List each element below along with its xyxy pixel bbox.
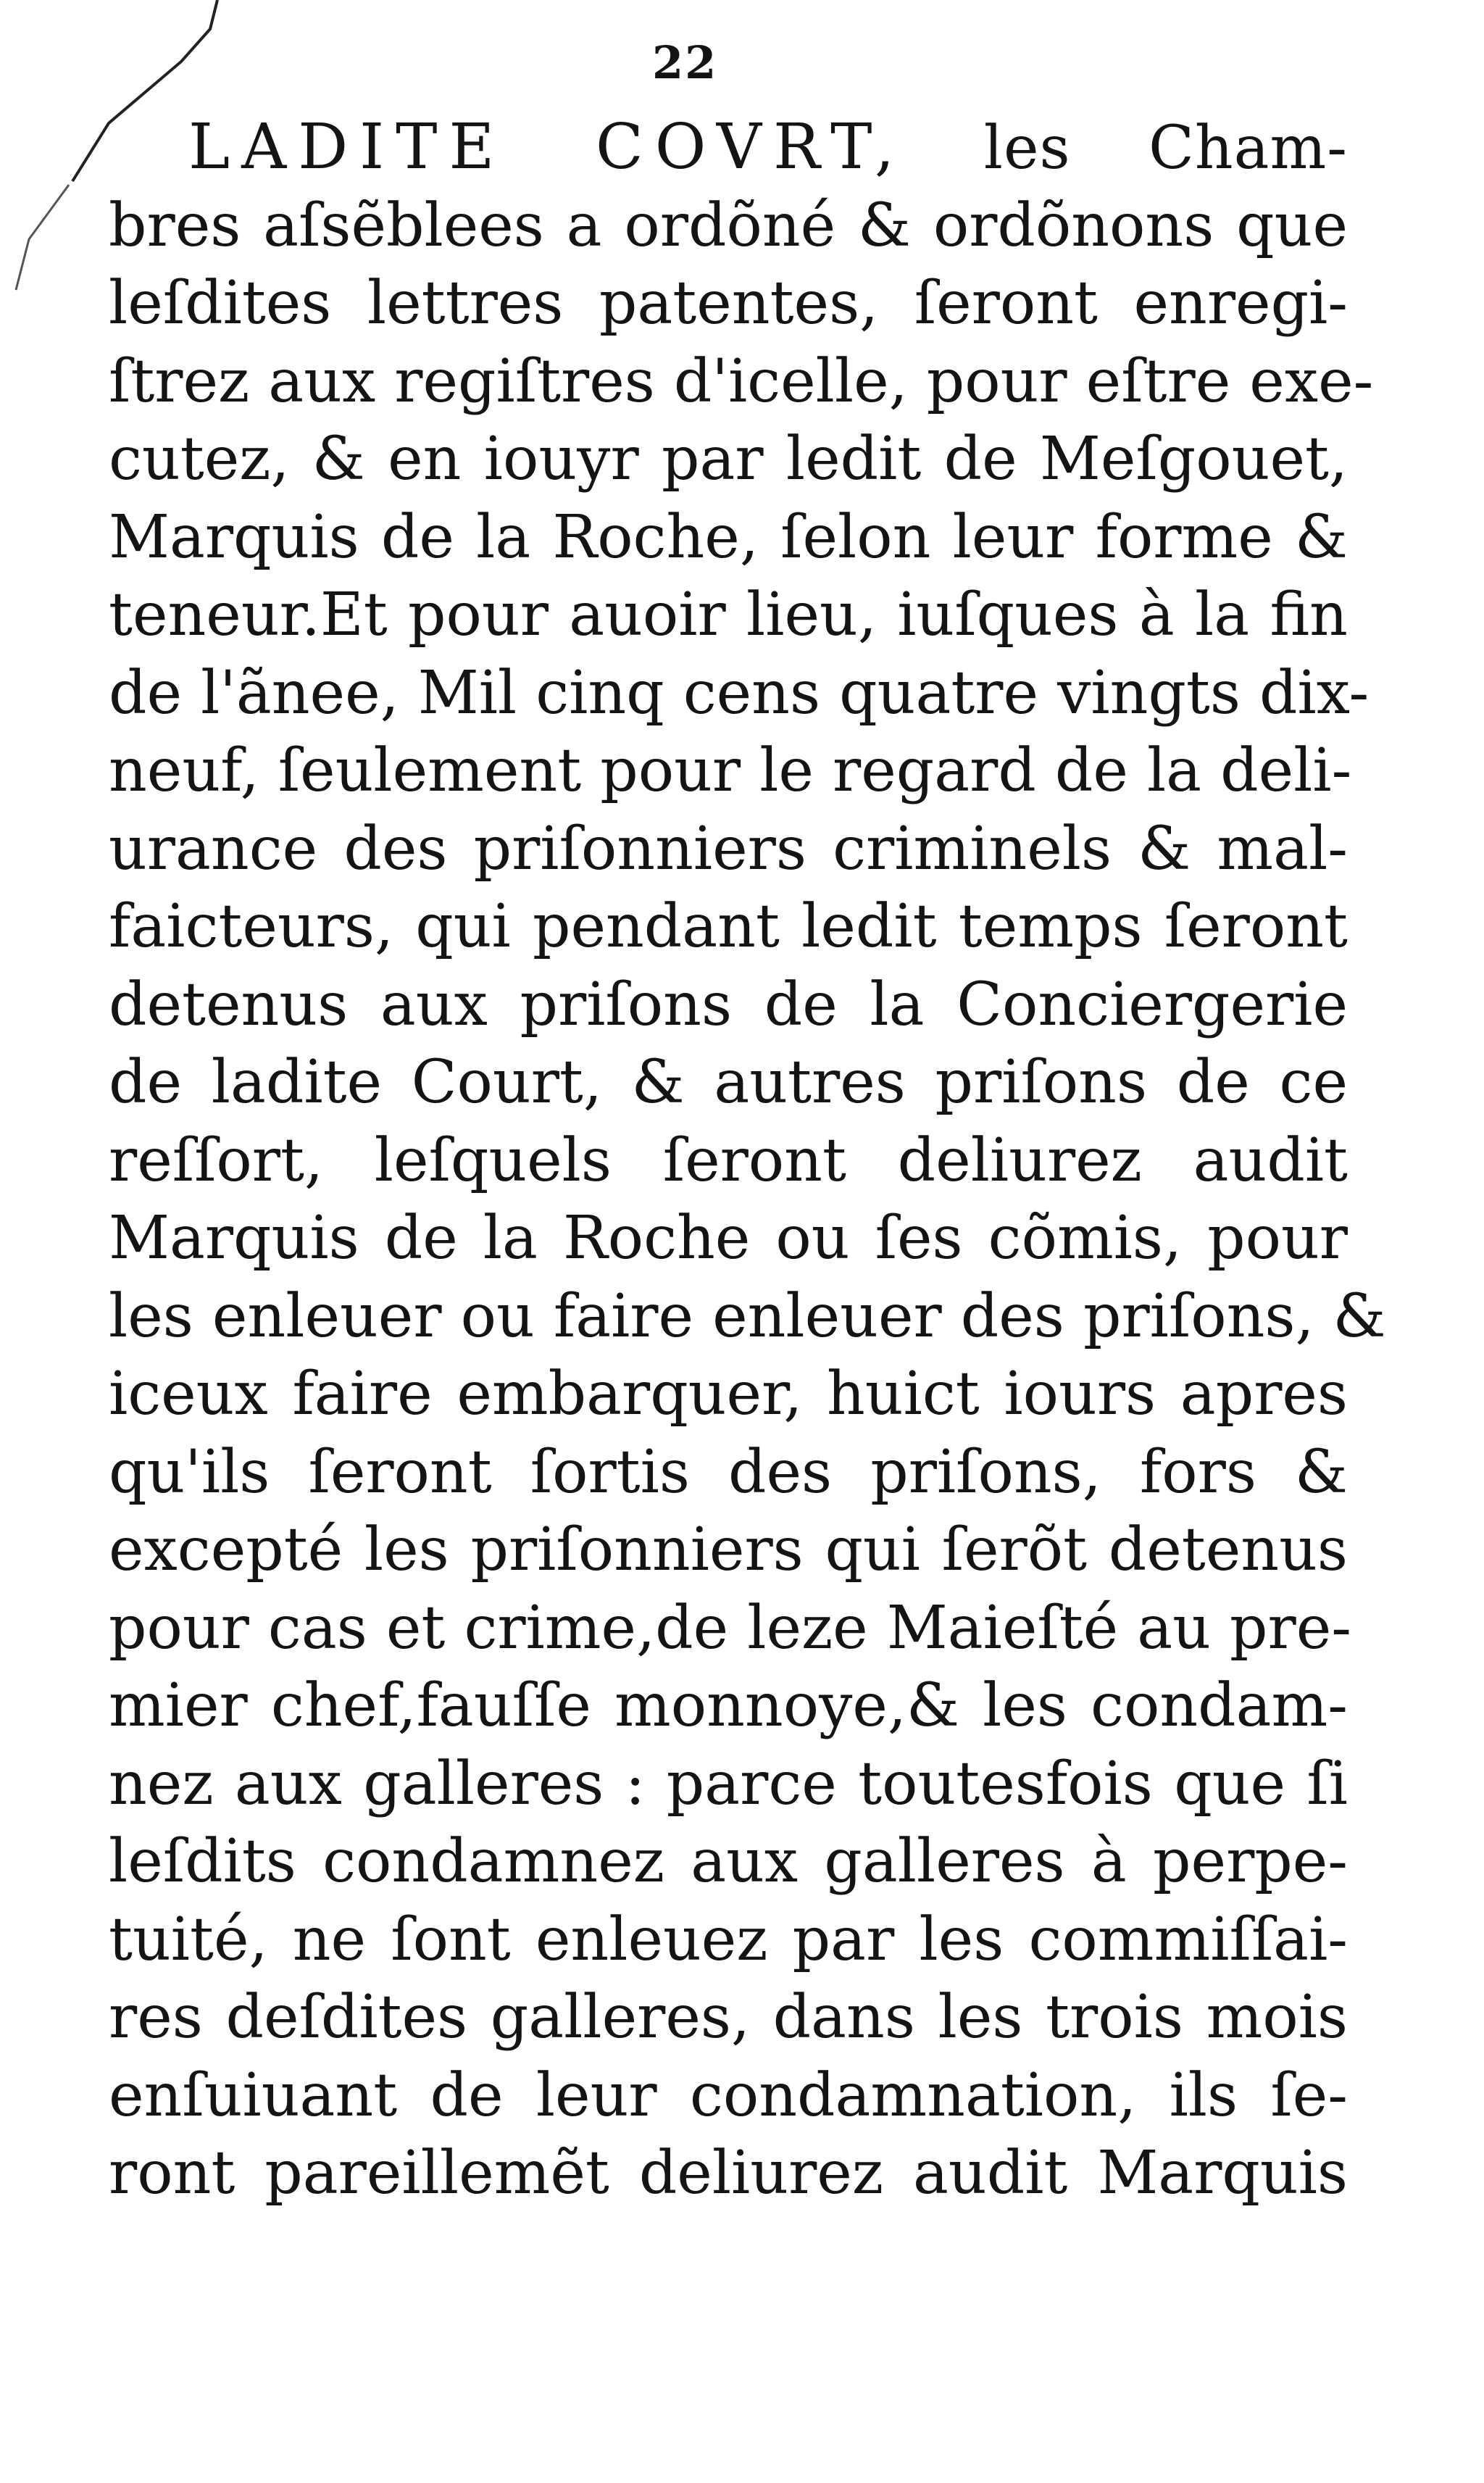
text-line-content: les Cham-: [983, 114, 1348, 183]
text-line: leſdites lettres patentes, ſeront enregi-: [109, 269, 1348, 338]
text-line: de l'ãnee, Mil cinq cens quatre vingts dix-: [109, 658, 1370, 728]
text-line: de ladite Court, & autres priſons de ce: [109, 1048, 1348, 1117]
text-line: faicteurs, qui pendant ledit temps ſeront: [109, 892, 1348, 961]
text-line: pour cas et crime,de leze Maieſté au pre-: [109, 1593, 1351, 1663]
text-line: teneur.Et pour auoir lieu, iuſques à la fin: [109, 581, 1348, 649]
text-line: iceux faire embarquer, huict iours apres: [109, 1360, 1348, 1428]
text-line: reſſort, leſquels ſeront deliurez audit: [109, 1126, 1348, 1195]
text-line: les enleuer ou faire enleuer des priſons, &: [109, 1281, 1386, 1351]
page-number: 22: [652, 36, 718, 89]
opening-words: LADITE COVRT,: [188, 111, 906, 183]
text-line: res deſdites galleres, dans les trois mois: [109, 1983, 1348, 2052]
text-line: enſuiuant de leur condamnation, ils ſe-: [109, 2060, 1348, 2130]
text-line: bres aſsẽblees a ordõné & ordõnons que: [109, 191, 1348, 260]
text-line: detenus aux priſons de la Conciergerie: [109, 970, 1348, 1039]
text-line: Marquis de la Roche ou ſes cõmis, pour: [109, 1204, 1348, 1273]
text-line: ront pareillemẽt deliurez audit Marquis: [109, 2139, 1348, 2208]
text-line: leſdits condamnez aux galleres à perpe-: [109, 1827, 1348, 1896]
text-line: mier chef,fauſſe monnoye,& les condam-: [109, 1671, 1348, 1740]
text-line: excepté les priſonniers qui ſerõt detenus: [109, 1515, 1348, 1584]
text-line: ſtrez aux regiſtres d'icelle, pour eſtre exe-: [109, 346, 1374, 416]
text-line: tuité, ne ſont enleuez par les commiſſai-: [109, 1905, 1348, 1974]
text-line: cutez, & en iouyr par ledit de Meſgouet,: [109, 425, 1348, 494]
text-line: Marquis de la Roche, ſelon leur forme &: [109, 502, 1348, 572]
text-line: urance des priſonniers criminels & mal-: [109, 814, 1348, 883]
body-text: [109, 109, 1386, 2213]
text-line: nez aux galleres : parce toutesfois que ſi: [109, 1749, 1348, 1818]
text-line: neuf, ſeulement pour le regard de la deli-: [109, 736, 1352, 805]
text-line: qu'ils ſeront ſortis des priſons, fors &: [109, 1437, 1348, 1507]
text-line: [109, 109, 1348, 187]
